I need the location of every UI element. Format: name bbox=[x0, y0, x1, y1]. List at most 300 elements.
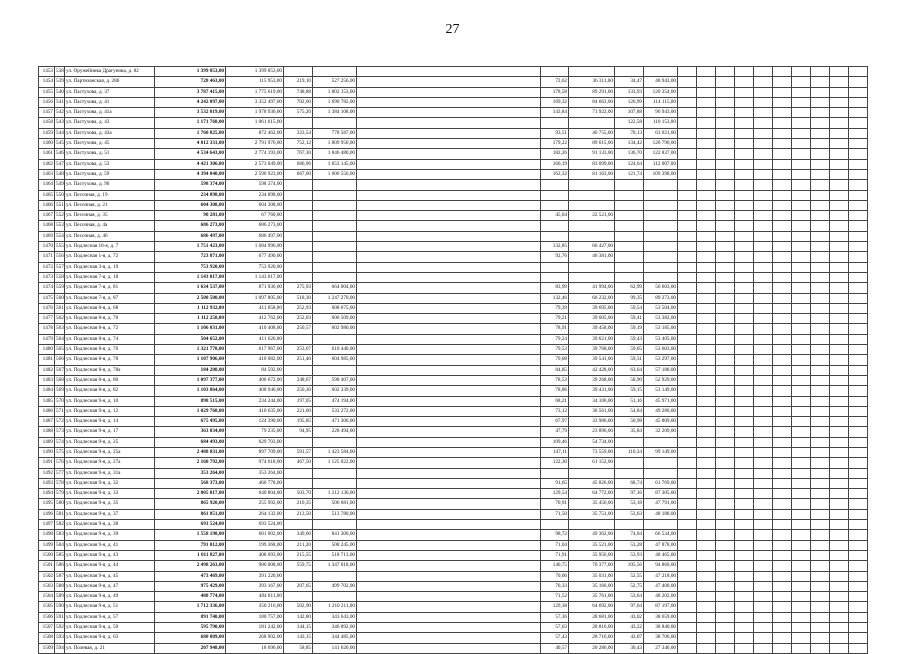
empty-cell bbox=[792, 314, 811, 324]
empty-cell bbox=[849, 293, 868, 303]
empty-cell bbox=[357, 427, 541, 437]
item-no-cell: 594 bbox=[55, 643, 65, 653]
empty-cell bbox=[849, 520, 868, 530]
empty-cell bbox=[357, 550, 541, 560]
area-b-cell: 667,60 bbox=[284, 169, 313, 179]
area-c-cell: 179,22 bbox=[541, 139, 569, 149]
empty-cell bbox=[811, 314, 830, 324]
address-cell: ул. Песочная, д. 35 bbox=[65, 211, 155, 221]
empty-cell bbox=[754, 211, 773, 221]
cost-d-cell: 47 218,00 bbox=[644, 571, 678, 581]
area-d-cell: 107,88 bbox=[615, 108, 644, 118]
total-cost-cell: 473 469,00 bbox=[155, 571, 226, 581]
row-no-cell: 1485 bbox=[39, 396, 55, 406]
empty-cell bbox=[773, 633, 792, 643]
cost-d-cell bbox=[644, 262, 678, 272]
empty-cell bbox=[754, 221, 773, 231]
cost-d-cell bbox=[644, 458, 678, 468]
cost-a-cell: 18 696,00 bbox=[226, 643, 284, 653]
area-c-cell: 122,30 bbox=[541, 458, 569, 468]
empty-cell bbox=[754, 252, 773, 262]
table-row bbox=[39, 87, 868, 97]
empty-cell bbox=[716, 149, 735, 159]
cost-b-cell: 610 440,00 bbox=[313, 345, 357, 355]
cost-a-cell: 264 132,00 bbox=[226, 509, 284, 519]
row-no-cell: 1481 bbox=[39, 355, 55, 365]
cost-c-cell: 35 031,00 bbox=[569, 571, 615, 581]
empty-cell bbox=[754, 231, 773, 241]
cost-c-cell bbox=[569, 231, 615, 241]
empty-cell bbox=[792, 118, 811, 128]
empty-cell bbox=[735, 427, 754, 437]
empty-cell bbox=[792, 458, 811, 468]
empty-cell bbox=[716, 314, 735, 324]
empty-cell bbox=[357, 509, 541, 519]
empty-cell bbox=[357, 612, 541, 622]
empty-cell bbox=[792, 303, 811, 313]
empty-cell bbox=[735, 365, 754, 375]
table-row bbox=[39, 458, 868, 468]
address-cell: ул. Подлесная 9-я, д. 10 bbox=[65, 396, 155, 406]
cost-b-cell: 1 423 584,00 bbox=[313, 447, 357, 457]
item-no-cell: 553 bbox=[55, 221, 65, 231]
area-c-cell: 91,65 bbox=[541, 478, 569, 488]
empty-cell bbox=[811, 406, 830, 416]
empty-cell bbox=[773, 437, 792, 447]
empty-cell bbox=[716, 509, 735, 519]
cost-b-cell: 604 985,00 bbox=[313, 355, 357, 365]
empty-cell bbox=[849, 643, 868, 653]
cost-d-cell: 48 465,00 bbox=[644, 550, 678, 560]
area-d-cell: 134,42 bbox=[615, 139, 644, 149]
empty-cell bbox=[716, 499, 735, 509]
empty-cell bbox=[849, 252, 868, 262]
empty-cell bbox=[811, 602, 830, 612]
cost-a-cell: 2 791 976,00 bbox=[226, 139, 284, 149]
empty-cell bbox=[754, 530, 773, 540]
empty-cell bbox=[735, 602, 754, 612]
empty-cell bbox=[773, 478, 792, 488]
cost-d-cell: 38 706,00 bbox=[644, 633, 678, 643]
empty-cell bbox=[830, 365, 849, 375]
empty-cell bbox=[773, 314, 792, 324]
row-no-cell: 1477 bbox=[39, 314, 55, 324]
empty-cell bbox=[792, 108, 811, 118]
table-row bbox=[39, 190, 868, 200]
empty-cell bbox=[849, 540, 868, 550]
cost-d-cell: 120 354,00 bbox=[644, 87, 678, 97]
total-cost-cell: 1 321 778,00 bbox=[155, 345, 226, 355]
area-b-cell: 221,60 bbox=[284, 406, 313, 416]
empty-cell bbox=[697, 447, 716, 457]
address-cell: ул. Подлесная 7-я, д. 87 bbox=[65, 293, 155, 303]
empty-cell bbox=[830, 355, 849, 365]
empty-cell bbox=[773, 200, 792, 210]
area-d-cell: 51,16 bbox=[615, 396, 644, 406]
cost-a-cell: 2 573 049,00 bbox=[226, 159, 284, 169]
empty-cell bbox=[811, 252, 830, 262]
cost-b-cell: 1 690 782,00 bbox=[313, 97, 357, 107]
total-cost-cell: 686 273,00 bbox=[155, 221, 226, 231]
item-no-cell: 549 bbox=[55, 180, 65, 190]
area-b-cell bbox=[284, 592, 313, 602]
empty-cell bbox=[357, 108, 541, 118]
cost-b-cell bbox=[313, 262, 357, 272]
empty-cell bbox=[792, 180, 811, 190]
empty-cell bbox=[849, 386, 868, 396]
area-d-cell: 74,04 bbox=[615, 530, 644, 540]
cost-d-cell: 53 382,00 bbox=[644, 314, 678, 324]
total-cost-cell: 353 264,00 bbox=[155, 468, 226, 478]
area-b-cell bbox=[284, 221, 313, 231]
cost-b-cell: 841 300,00 bbox=[313, 530, 357, 540]
area-d-cell: 34,47 bbox=[615, 77, 644, 87]
cost-b-cell bbox=[313, 592, 357, 602]
empty-cell bbox=[357, 303, 541, 313]
cost-b-cell: 1 247 270,00 bbox=[313, 293, 357, 303]
total-cost-cell: 1 097 377,00 bbox=[155, 375, 226, 385]
empty-cell bbox=[792, 478, 811, 488]
empty-cell bbox=[697, 180, 716, 190]
row-no-cell: 1504 bbox=[39, 592, 55, 602]
empty-cell bbox=[678, 365, 697, 375]
empty-cell bbox=[811, 520, 830, 530]
empty-cell bbox=[716, 159, 735, 169]
address-cell: ул. Подлесная 7-я, д. 18 bbox=[65, 272, 155, 282]
empty-cell bbox=[697, 221, 716, 231]
cost-d-cell: 49 280,00 bbox=[644, 406, 678, 416]
cost-c-cell: 34 106,00 bbox=[569, 396, 615, 406]
empty-cell bbox=[716, 643, 735, 653]
empty-cell bbox=[773, 375, 792, 385]
area-c-cell: 71,52 bbox=[541, 592, 569, 602]
address-cell: ул. Подлесная 8-я, д. 76 bbox=[65, 345, 155, 355]
area-b-cell: 575,20 bbox=[284, 108, 313, 118]
area-c-cell bbox=[541, 520, 569, 530]
empty-cell bbox=[716, 602, 735, 612]
table-row bbox=[39, 252, 868, 262]
empty-cell bbox=[792, 520, 811, 530]
empty-cell bbox=[792, 211, 811, 221]
table-row bbox=[39, 97, 868, 107]
empty-cell bbox=[754, 478, 773, 488]
empty-cell bbox=[849, 592, 868, 602]
empty-cell bbox=[830, 602, 849, 612]
cost-a-cell: 2 774 193,00 bbox=[226, 149, 284, 159]
cost-c-cell: 89 615,00 bbox=[569, 139, 615, 149]
table-row bbox=[39, 520, 868, 530]
empty-cell bbox=[735, 190, 754, 200]
cost-d-cell bbox=[644, 180, 678, 190]
empty-cell bbox=[735, 396, 754, 406]
empty-cell bbox=[830, 211, 849, 221]
cost-b-cell bbox=[313, 272, 357, 282]
empty-cell bbox=[735, 530, 754, 540]
item-no-cell: 584 bbox=[55, 540, 65, 550]
cost-c-cell: 39 768,00 bbox=[569, 345, 615, 355]
empty-cell bbox=[811, 272, 830, 282]
area-c-cell bbox=[541, 262, 569, 272]
empty-cell bbox=[830, 293, 849, 303]
empty-cell bbox=[735, 571, 754, 581]
area-d-cell bbox=[615, 520, 644, 530]
empty-cell bbox=[830, 345, 849, 355]
empty-cell bbox=[773, 97, 792, 107]
empty-cell bbox=[830, 252, 849, 262]
empty-cell bbox=[792, 97, 811, 107]
empty-cell bbox=[792, 643, 811, 653]
empty-cell bbox=[716, 139, 735, 149]
cost-a-cell: 411 058,00 bbox=[226, 303, 284, 313]
empty-cell bbox=[773, 324, 792, 334]
empty-cell bbox=[773, 540, 792, 550]
cost-a-cell: 617 967,00 bbox=[226, 345, 284, 355]
area-d-cell: 54,84 bbox=[615, 406, 644, 416]
empty-cell bbox=[357, 592, 541, 602]
total-cost-cell: 1 106 031,00 bbox=[155, 324, 226, 334]
empty-cell bbox=[357, 365, 541, 375]
empty-cell bbox=[754, 520, 773, 530]
cost-b-cell bbox=[313, 571, 357, 581]
area-b-cell bbox=[284, 478, 313, 488]
empty-cell bbox=[849, 406, 868, 416]
empty-cell bbox=[754, 345, 773, 355]
cost-c-cell: 81 163,00 bbox=[569, 169, 615, 179]
cost-d-cell bbox=[644, 231, 678, 241]
area-c-cell: 79,21 bbox=[541, 314, 569, 324]
empty-cell bbox=[792, 221, 811, 231]
area-b-cell: 253,67 bbox=[284, 345, 313, 355]
area-c-cell: 79,53 bbox=[541, 345, 569, 355]
empty-cell bbox=[849, 499, 868, 509]
row-no-cell: 1468 bbox=[39, 221, 55, 231]
empty-cell bbox=[678, 489, 697, 499]
item-no-cell: 581 bbox=[55, 509, 65, 519]
empty-cell bbox=[357, 293, 541, 303]
empty-cell bbox=[811, 128, 830, 138]
empty-cell bbox=[357, 499, 541, 509]
empty-cell bbox=[716, 221, 735, 231]
empty-cell bbox=[697, 211, 716, 221]
item-no-cell: 557 bbox=[55, 262, 65, 272]
empty-cell bbox=[792, 396, 811, 406]
empty-cell bbox=[678, 334, 697, 344]
area-c-cell: 71,04 bbox=[541, 540, 569, 550]
row-no-cell: 1499 bbox=[39, 540, 55, 550]
cost-c-cell: 73 559,00 bbox=[569, 447, 615, 457]
empty-cell bbox=[811, 489, 830, 499]
empty-cell bbox=[697, 509, 716, 519]
empty-cell bbox=[716, 231, 735, 241]
empty-cell bbox=[735, 509, 754, 519]
cost-c-cell: 23 896,00 bbox=[569, 427, 615, 437]
empty-cell bbox=[735, 108, 754, 118]
empty-cell bbox=[754, 190, 773, 200]
cost-a-cell: 234 244,00 bbox=[226, 396, 284, 406]
empty-cell bbox=[357, 478, 541, 488]
empty-cell bbox=[849, 633, 868, 643]
empty-cell bbox=[830, 571, 849, 581]
total-cost-cell: 595 790,00 bbox=[155, 623, 226, 633]
table-row bbox=[39, 200, 868, 210]
item-no-cell: 552 bbox=[55, 211, 65, 221]
table-row bbox=[39, 345, 868, 355]
area-d-cell: 43,02 bbox=[615, 612, 644, 622]
cost-d-cell: 47 878,00 bbox=[644, 540, 678, 550]
empty-cell bbox=[773, 139, 792, 149]
empty-cell bbox=[697, 159, 716, 169]
item-no-cell: 555 bbox=[55, 242, 65, 252]
cost-b-cell: 664 004,00 bbox=[313, 283, 357, 293]
cost-c-cell: 33 986,00 bbox=[569, 417, 615, 427]
empty-cell bbox=[792, 581, 811, 591]
cost-d-cell: 47 791,00 bbox=[644, 499, 678, 509]
cost-c-cell: 36 561,00 bbox=[569, 406, 615, 416]
empty-cell bbox=[697, 623, 716, 633]
empty-cell bbox=[792, 561, 811, 571]
total-cost-cell: 1 029 768,00 bbox=[155, 406, 226, 416]
empty-cell bbox=[849, 190, 868, 200]
empty-cell bbox=[830, 550, 849, 560]
empty-cell bbox=[811, 87, 830, 97]
cost-b-cell: 228 494,00 bbox=[313, 427, 357, 437]
row-no-cell: 1475 bbox=[39, 293, 55, 303]
total-cost-cell: 1 712 336,00 bbox=[155, 602, 226, 612]
cost-c-cell bbox=[569, 221, 615, 231]
empty-cell bbox=[811, 108, 830, 118]
empty-cell bbox=[697, 520, 716, 530]
area-d-cell: 121,74 bbox=[615, 169, 644, 179]
row-no-cell: 1488 bbox=[39, 427, 55, 437]
area-d-cell bbox=[615, 272, 644, 282]
area-b-cell bbox=[284, 180, 313, 190]
total-cost-cell: 3 787 415,00 bbox=[155, 87, 226, 97]
empty-cell bbox=[830, 283, 849, 293]
empty-cell bbox=[792, 87, 811, 97]
empty-cell bbox=[849, 231, 868, 241]
empty-cell bbox=[830, 139, 849, 149]
empty-cell bbox=[678, 345, 697, 355]
empty-cell bbox=[849, 447, 868, 457]
area-c-cell: 178,58 bbox=[541, 87, 569, 97]
total-cost-cell: 3 532 019,00 bbox=[155, 108, 226, 118]
empty-cell bbox=[716, 592, 735, 602]
empty-cell bbox=[792, 139, 811, 149]
row-no-cell: 1484 bbox=[39, 386, 55, 396]
empty-cell bbox=[678, 169, 697, 179]
empty-cell bbox=[735, 612, 754, 622]
area-c-cell: 79,08 bbox=[541, 355, 569, 365]
empty-cell bbox=[678, 437, 697, 447]
address-cell: ул. Подлесная 9-я, д. 25а bbox=[65, 447, 155, 457]
empty-cell bbox=[754, 375, 773, 385]
total-cost-cell: 234 898,00 bbox=[155, 190, 226, 200]
cost-d-cell: 87 305,00 bbox=[644, 489, 678, 499]
area-c-cell: 166,19 bbox=[541, 159, 569, 169]
empty-cell bbox=[735, 303, 754, 313]
empty-cell bbox=[849, 602, 868, 612]
total-cost-cell: 1 399 853,00 bbox=[155, 67, 226, 77]
cost-b-cell: 1 653 145,00 bbox=[313, 159, 357, 169]
area-b-cell: 702,60 bbox=[284, 97, 313, 107]
cost-c-cell: 66 427,00 bbox=[569, 242, 615, 252]
area-d-cell: 43,07 bbox=[615, 633, 644, 643]
total-cost-cell: 1 558 198,00 bbox=[155, 530, 226, 540]
cost-c-cell bbox=[569, 468, 615, 478]
area-b-cell: 143,15 bbox=[284, 633, 313, 643]
area-d-cell: 68,74 bbox=[615, 478, 644, 488]
table-row bbox=[39, 509, 868, 519]
empty-cell bbox=[697, 365, 716, 375]
empty-cell bbox=[735, 478, 754, 488]
empty-cell bbox=[754, 612, 773, 622]
empty-cell bbox=[754, 262, 773, 272]
empty-cell bbox=[735, 592, 754, 602]
empty-cell bbox=[678, 252, 697, 262]
empty-cell bbox=[811, 427, 830, 437]
empty-cell bbox=[830, 468, 849, 478]
empty-cell bbox=[830, 540, 849, 550]
cost-d-cell: 99 149,00 bbox=[644, 447, 678, 457]
item-no-cell: 577 bbox=[55, 468, 65, 478]
cost-c-cell bbox=[569, 67, 615, 77]
empty-cell bbox=[716, 272, 735, 282]
empty-cell bbox=[773, 190, 792, 200]
empty-cell bbox=[678, 375, 697, 385]
empty-cell bbox=[697, 231, 716, 241]
cost-a-cell: 1 978 936,00 bbox=[226, 108, 284, 118]
empty-cell bbox=[716, 530, 735, 540]
empty-cell bbox=[811, 77, 830, 87]
empty-cell bbox=[830, 375, 849, 385]
empty-cell bbox=[754, 128, 773, 138]
table-row bbox=[39, 592, 868, 602]
area-b-cell bbox=[284, 67, 313, 77]
row-no-cell: 1490 bbox=[39, 447, 55, 457]
empty-cell bbox=[830, 221, 849, 231]
cost-b-cell bbox=[313, 520, 357, 530]
empty-cell bbox=[357, 149, 541, 159]
empty-cell bbox=[773, 623, 792, 633]
cost-a-cell: 598 374,00 bbox=[226, 180, 284, 190]
empty-cell bbox=[716, 303, 735, 313]
cost-b-cell bbox=[313, 221, 357, 231]
area-c-cell bbox=[541, 180, 569, 190]
cost-c-cell: 45 826,00 bbox=[569, 478, 615, 488]
empty-cell bbox=[357, 231, 541, 241]
area-b-cell: 211,20 bbox=[284, 540, 313, 550]
cost-c-cell: 28 816,00 bbox=[569, 623, 615, 633]
empty-cell bbox=[678, 180, 697, 190]
empty-cell bbox=[697, 458, 716, 468]
empty-cell bbox=[830, 180, 849, 190]
cost-b-cell bbox=[313, 67, 357, 77]
empty-cell bbox=[773, 550, 792, 560]
empty-cell bbox=[773, 365, 792, 375]
cost-c-cell: 39 431,00 bbox=[569, 386, 615, 396]
empty-cell bbox=[678, 159, 697, 169]
total-cost-cell: 675 495,00 bbox=[155, 417, 226, 427]
empty-cell bbox=[811, 540, 830, 550]
total-cost-cell: 2 500 580,00 bbox=[155, 293, 226, 303]
empty-cell bbox=[716, 396, 735, 406]
row-no-cell: 1465 bbox=[39, 190, 55, 200]
area-c-cell bbox=[541, 200, 569, 210]
empty-cell bbox=[811, 643, 830, 653]
area-d-cell: 133,93 bbox=[615, 87, 644, 97]
cost-c-cell bbox=[569, 520, 615, 530]
area-d-cell: 52,55 bbox=[615, 571, 644, 581]
